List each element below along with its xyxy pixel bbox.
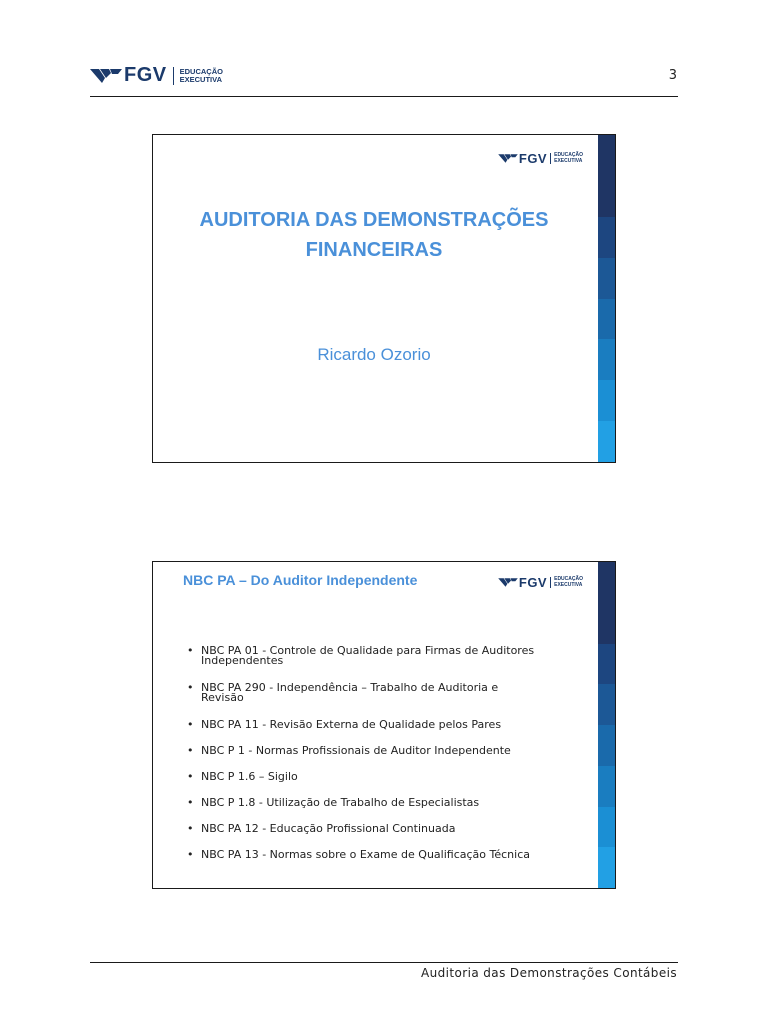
header-divider [90, 96, 678, 97]
fgv-chevron-icon [90, 67, 122, 85]
bullet-text-line2: Independentes [201, 654, 284, 667]
bullet-list [187, 646, 573, 876]
stripe-segment [598, 258, 615, 299]
bullet-item [187, 772, 573, 798]
bullet-item [187, 824, 573, 850]
logo-subtitle [554, 153, 583, 164]
slide-author: Ricardo Ozorio [317, 345, 431, 364]
slide-fgv-logo [498, 575, 583, 590]
page-number: 3 [668, 68, 677, 83]
bullet-item [187, 746, 573, 772]
bullet-item [187, 720, 573, 746]
logo-subtitle-line1: EDUCAÇÃO [554, 576, 583, 583]
logo-subtitle-line1: EDUCAÇÃO [179, 66, 223, 76]
bullet-text-line1: NBC PA 11 - Revisão Externa de Qualidade pelos Pares [201, 718, 502, 731]
logo-separator [550, 577, 551, 588]
logo-subtitle [180, 68, 223, 84]
header-fgv-logo [90, 64, 223, 87]
stripe-segment [598, 176, 615, 217]
slide-main-title [173, 205, 575, 265]
stripe-segment [598, 766, 615, 807]
bullet-text-line1: NBC P 1 - Normas Profissionais de Auditor Independente [201, 744, 511, 757]
bullet-item [187, 646, 573, 683]
stripe-segment [598, 135, 615, 176]
bullet-text-line1: NBC PA 12 - Educação Profissional Continuada [201, 822, 456, 835]
logo-subtitle-line2: EXECUTIVA [554, 581, 583, 588]
stripe-segment [598, 380, 615, 421]
slide-side-stripe [598, 135, 615, 462]
slide-title-line2: FINANCEIRAS [305, 239, 443, 261]
stripe-segment [598, 807, 615, 848]
stripe-segment [598, 847, 615, 888]
logo-wordmark: FGV [518, 575, 548, 590]
bullet-text-line1: NBC PA 290 - Independência – Trabalho de Auditoria e [201, 681, 499, 694]
stripe-segment [598, 725, 615, 766]
logo-subtitle [554, 577, 583, 588]
fgv-chevron-icon [498, 153, 518, 164]
slide-title [152, 134, 616, 463]
logo-subtitle-line1: EDUCAÇÃO [554, 152, 583, 159]
stripe-segment [598, 644, 615, 685]
slide-title-line1: AUDITORIA DAS DEMONSTRAÇÕES [199, 209, 549, 231]
stripe-segment [598, 421, 615, 462]
bullet-text-line1: NBC P 1.6 – Sigilo [201, 770, 298, 783]
logo-wordmark: FGV [124, 64, 167, 86]
bullet-item [187, 683, 573, 720]
fgv-chevron-icon [498, 577, 518, 588]
slide-side-stripe [598, 562, 615, 888]
logo-wordmark: FGV [518, 151, 548, 166]
stripe-segment [598, 299, 615, 340]
bullet-item [187, 850, 573, 876]
slide-heading: NBC PA – Do Auditor Independente [183, 572, 418, 588]
slide-fgv-logo [498, 151, 583, 166]
bullet-text-line2: Revisão [201, 691, 244, 704]
stripe-segment [598, 217, 615, 258]
bullet-text-line1: NBC PA 01 - Controle de Qualidade para Firmas de Auditores [201, 644, 535, 657]
stripe-segment [598, 603, 615, 644]
bullet-text-line1: NBC PA 13 - Normas sobre o Exame de Qualificação Técnica [201, 848, 530, 861]
stripe-segment [598, 684, 615, 725]
stripe-segment [598, 562, 615, 603]
bullet-text-line1: NBC P 1.8 - Utilização de Trabalho de Especialistas [201, 796, 480, 809]
footer-divider [90, 962, 678, 963]
logo-subtitle-line2: EXECUTIVA [179, 74, 222, 84]
slide-nbc-pa [152, 561, 616, 889]
bullet-item [187, 798, 573, 824]
footer-title: Auditoria das Demonstrações Contábeis [421, 966, 677, 980]
stripe-segment [598, 339, 615, 380]
logo-separator [550, 153, 551, 164]
logo-separator [173, 67, 174, 85]
logo-subtitle-line2: EXECUTIVA [554, 157, 583, 164]
